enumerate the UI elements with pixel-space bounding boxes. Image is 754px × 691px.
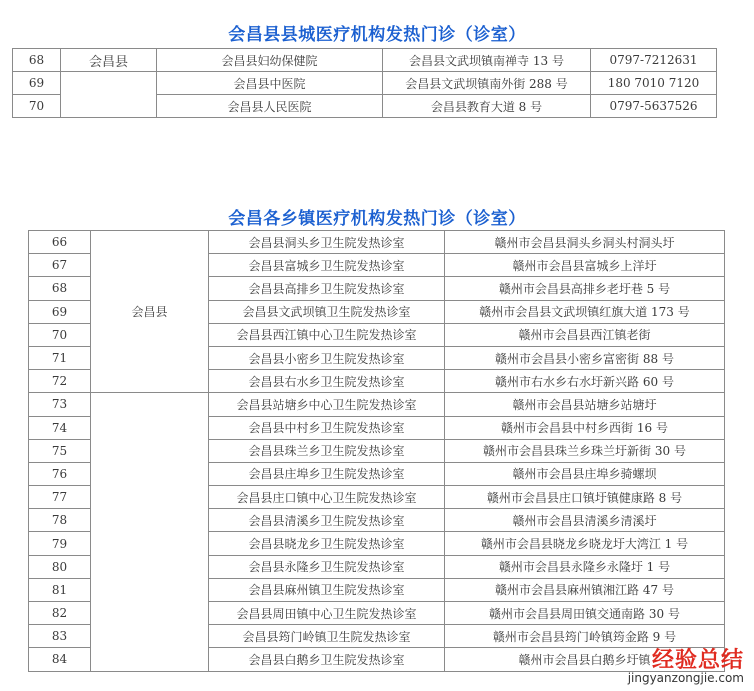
institution-name: 会昌县高排乡卫生院发热诊室 [209, 277, 445, 300]
address: 会昌县文武坝镇南外街 288 号 [383, 72, 591, 95]
address: 赣州市会昌县西江镇老街 [445, 323, 725, 346]
institution-name: 会昌县中医院 [157, 72, 383, 95]
table-row [13, 49, 717, 72]
row-number: 81 [29, 578, 91, 601]
institution-name: 会昌县右水乡卫生院发热诊室 [209, 370, 445, 393]
table-row [13, 72, 717, 95]
row-number: 69 [29, 300, 91, 323]
address: 会昌县教育大道 8 号 [383, 95, 591, 118]
address: 赣州市会昌县小密乡富密街 88 号 [445, 346, 725, 369]
row-number: 74 [29, 416, 91, 439]
address: 赣州市会昌县洞头乡洞头村洞头圩 [445, 231, 725, 254]
township-clinic-table [28, 230, 725, 672]
institution-name: 会昌县站塘乡中心卫生院发热诊室 [209, 393, 445, 416]
address: 赣州市会昌县文武坝镇红旗大道 173 号 [445, 300, 725, 323]
phone: 0797-5637526 [591, 95, 717, 118]
row-number: 67 [29, 254, 91, 277]
institution-name: 会昌县小密乡卫生院发热诊室 [209, 346, 445, 369]
address: 赣州市会昌县珠兰乡珠兰圩新街 30 号 [445, 439, 725, 462]
row-number: 84 [29, 648, 91, 671]
watermark [628, 643, 744, 685]
institution-name: 会昌县筠门岭镇卫生院发热诊室 [209, 625, 445, 648]
address: 赣州市会昌县高排乡老圩巷 5 号 [445, 277, 725, 300]
row-number: 69 [13, 72, 61, 95]
institution-name: 会昌县富城乡卫生院发热诊室 [209, 254, 445, 277]
county-cell: 会昌县 [61, 49, 157, 72]
row-number: 79 [29, 532, 91, 555]
institution-name: 会昌县庄埠乡卫生院发热诊室 [209, 462, 445, 485]
institution-name: 会昌县文武坝镇卫生院发热诊室 [209, 300, 445, 323]
row-number: 71 [29, 346, 91, 369]
address: 赣州市会昌县中村乡西街 16 号 [445, 416, 725, 439]
county-cell-empty [61, 72, 157, 118]
watermark-brand: 经验总结 [651, 648, 744, 673]
institution-name: 会昌县麻州镇卫生院发热诊室 [209, 578, 445, 601]
section2-title: 会昌各乡镇医疗机构发热门诊（诊室） [228, 209, 526, 229]
address: 赣州市会昌县白鹅乡圩镇 [445, 648, 725, 671]
table-row [29, 231, 725, 254]
row-number: 75 [29, 439, 91, 462]
institution-name: 会昌县永隆乡卫生院发热诊室 [209, 555, 445, 578]
row-number: 66 [29, 231, 91, 254]
address: 赣州市会昌县清溪乡清溪圩 [445, 509, 725, 532]
county-cell: 会昌县 [91, 231, 209, 393]
row-number: 78 [29, 509, 91, 532]
institution-name: 会昌县清溪乡卫生院发热诊室 [209, 509, 445, 532]
address: 赣州市会昌县站塘乡站塘圩 [445, 393, 725, 416]
county-cell-empty [91, 393, 209, 671]
row-number: 70 [29, 323, 91, 346]
row-number: 80 [29, 555, 91, 578]
urban-clinic-table [12, 48, 717, 118]
row-number: 68 [13, 49, 61, 72]
address: 赣州市右水乡右水圩新兴路 60 号 [445, 370, 725, 393]
address: 赣州市会昌县筠门岭镇筠金路 9 号 [445, 625, 725, 648]
table-row [29, 393, 725, 416]
institution-name: 会昌县西江镇中心卫生院发热诊室 [209, 323, 445, 346]
row-number: 70 [13, 95, 61, 118]
institution-name: 会昌县珠兰乡卫生院发热诊室 [209, 439, 445, 462]
address: 赣州市会昌县周田镇交通南路 30 号 [445, 602, 725, 625]
phone: 0797-7212631 [591, 49, 717, 72]
institution-name: 会昌县中村乡卫生院发热诊室 [209, 416, 445, 439]
address: 赣州市会昌县庄埠乡骑螺坝 [445, 462, 725, 485]
institution-name: 会昌县晓龙乡卫生院发热诊室 [209, 532, 445, 555]
institution-name: 会昌县洞头乡卫生院发热诊室 [209, 231, 445, 254]
institution-name: 会昌县庄口镇中心卫生院发热诊室 [209, 486, 445, 509]
institution-name: 会昌县周田镇中心卫生院发热诊室 [209, 602, 445, 625]
address: 赣州市会昌县永隆乡永隆圩 1 号 [445, 555, 725, 578]
address: 赣州市会昌县晓龙乡晓龙圩大湾江 1 号 [445, 532, 725, 555]
institution-name: 会昌县白鹅乡卫生院发热诊室 [209, 648, 445, 671]
institution-name: 会昌县妇幼保健院 [157, 49, 383, 72]
row-number: 76 [29, 462, 91, 485]
address: 赣州市会昌县麻州镇湘江路 47 号 [445, 578, 725, 601]
phone: 180 7010 7120 [591, 72, 717, 95]
watermark-url: jingyanzongjie.com [627, 671, 744, 685]
address: 会昌县文武坝镇南禅寺 13 号 [383, 49, 591, 72]
row-number: 82 [29, 602, 91, 625]
row-number: 73 [29, 393, 91, 416]
address: 赣州市会昌县庄口镇圩镇健康路 8 号 [445, 486, 725, 509]
row-number: 68 [29, 277, 91, 300]
institution-name: 会昌县人民医院 [157, 95, 383, 118]
row-number: 77 [29, 486, 91, 509]
row-number: 72 [29, 370, 91, 393]
row-number: 83 [29, 625, 91, 648]
address: 赣州市会昌县富城乡上洋圩 [445, 254, 725, 277]
section1-title: 会昌县县城医疗机构发热门诊（诊室） [228, 25, 526, 45]
